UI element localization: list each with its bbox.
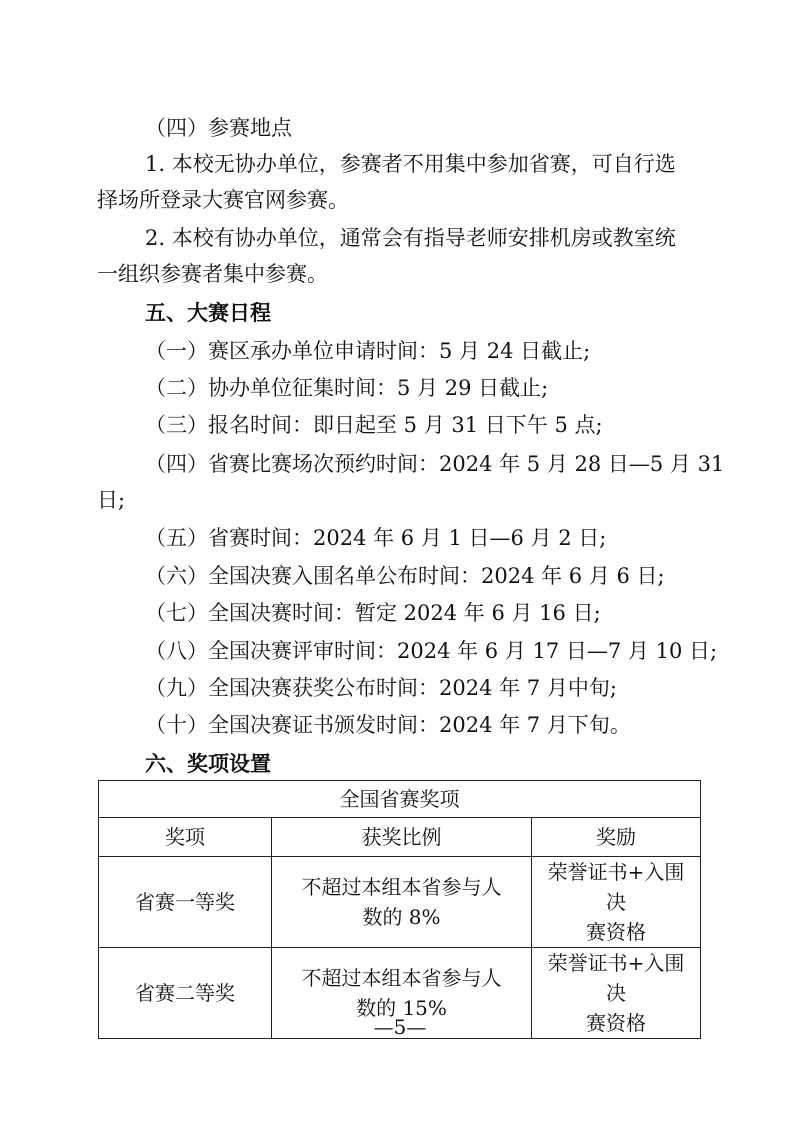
schedule-item: （十）全国决赛证书颁发时间：2024 年 7 月下旬。	[145, 713, 631, 737]
schedule-item: （八）全国决赛评审时间：2024 年 6 月 17 日—7 月 10 日;	[145, 639, 718, 663]
award-reward-line: 赛资格	[586, 920, 646, 944]
column-header-reward: 奖励	[532, 818, 701, 857]
award-ratio	[272, 857, 532, 948]
schedule-item: （一）赛区承办单位申请时间：5 月 24 日截止;	[145, 339, 591, 363]
column-header-ratio: 获奖比例	[272, 818, 532, 857]
paragraph-line: 择场所登录大赛官网参赛。	[97, 188, 349, 212]
schedule-item-continuation: 日;	[97, 488, 126, 512]
paragraph-line: 2. 本校有协办单位，通常会有指导老师安排机房或教室统	[145, 226, 676, 250]
section-6-heading: 六、奖项设置	[145, 751, 271, 776]
award-ratio-line: 不超过本组本省参与人	[301, 875, 502, 899]
award-name: 省赛一等奖	[99, 857, 272, 948]
table-row	[99, 857, 701, 948]
page-number: —5—	[373, 1015, 427, 1039]
schedule-item: （四）省赛比赛场次预约时间：2024 年 5 月 28 日—5 月 31	[145, 452, 725, 476]
award-reward-line: 赛资格	[586, 1011, 646, 1035]
awards-table	[98, 780, 701, 1039]
table-title: 全国省赛奖项	[99, 781, 701, 818]
award-ratio-line: 不超过本组本省参与人	[301, 966, 502, 990]
schedule-item: （二）协办单位征集时间：5 月 29 日截止;	[145, 376, 549, 400]
schedule-item: （六）全国决赛入围名单公布时间：2024 年 6 月 6 日;	[145, 564, 665, 588]
section-4-heading: （四）参赛地点	[145, 116, 292, 140]
schedule-item: （九）全国决赛获奖公布时间：2024 年 7 月中旬;	[145, 676, 617, 700]
award-reward-line: 荣誉证书+入围决	[547, 951, 685, 1005]
section-5-heading: 五、大赛日程	[145, 300, 271, 325]
award-ratio-line: 数的 15%	[356, 996, 447, 1020]
paragraph-line: 一组织参赛者集中参赛。	[97, 262, 328, 286]
award-reward-line: 荣誉证书+入围决	[547, 860, 685, 914]
paragraph-line: 1. 本校无协办单位，参赛者不用集中参加省赛，可自行选	[145, 152, 676, 176]
schedule-item: （五）省赛时间：2024 年 6 月 1 日—6 月 2 日;	[145, 526, 607, 550]
schedule-item: （七）全国决赛时间：暂定 2024 年 6 月 16 日;	[145, 601, 601, 625]
schedule-item: （三）报名时间：即日起至 5 月 31 日下午 5 点;	[145, 413, 603, 437]
award-reward	[532, 857, 701, 948]
award-name: 省赛二等奖	[99, 948, 272, 1039]
column-header-award: 奖项	[99, 818, 272, 857]
award-ratio-line: 数的 8%	[362, 905, 441, 929]
